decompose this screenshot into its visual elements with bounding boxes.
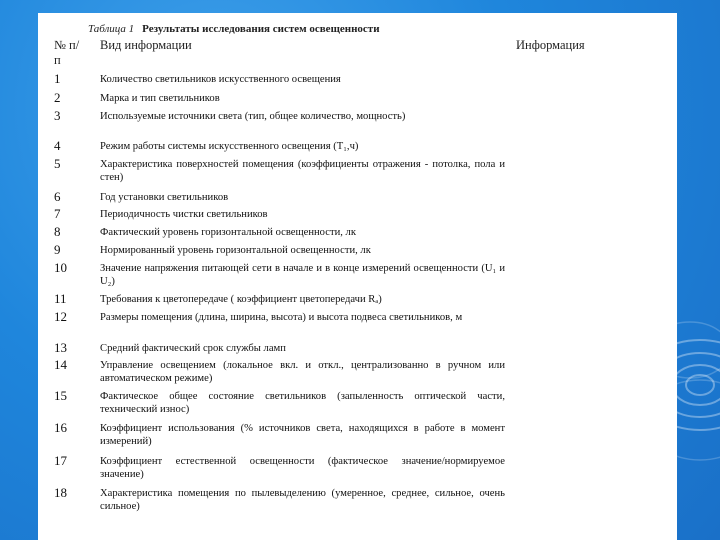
row-text: Нормированный уровень горизонтальной освещенности, лк [100,245,371,256]
row-number: 8 [54,224,61,239]
row-number: 3 [54,108,61,123]
row-number: 1 [54,71,61,86]
row-number: 5 [54,156,61,171]
row-text: Размеры помещения (длина, ширина, высота) и высота подвеса светильников, м [100,312,463,323]
row-text: Периодичность чистки светильников [100,209,268,220]
row-number: 14 [54,357,67,372]
column-header-info-type: Вид информации [100,38,192,52]
row-number: 13 [54,340,67,355]
row-number: 9 [54,242,61,257]
row-number: 15 [54,388,67,403]
row-text: Фактическое общее состояние светильников (запыленность оптической части, технический износ) [100,391,505,415]
row-number: 12 [54,309,67,324]
row-text: Средний фактический срок службы ламп [100,343,286,354]
row-number: 10 [54,260,67,275]
row-number: 2 [54,90,61,105]
column-header-info: Информация [516,38,585,52]
row-text: Коэффициент использования (% источников света, находящихся в работе в момент измерений) [100,423,505,447]
row-number: 18 [54,485,67,500]
row-number: 17 [54,453,67,468]
document-page [38,13,677,540]
row-text: Характеристика поверхностей помещения (коэффициенты отражения - потолка, пола и стен) [100,159,505,183]
caption-title: Результаты исследования систем освещенности [142,23,380,35]
row-number: 16 [54,420,67,435]
row-text: Режим работы системы искусственного освещения (Т₁,ч) [100,141,359,152]
column-header-number: № п/п [54,38,80,67]
row-text: Используемые источники света (тип, общее количество, мощность) [100,111,406,122]
row-number: 4 [54,138,61,153]
row-text: Характеристика помещения по пылевыделению (умеренное, среднее, сильное, очень сильное) [100,488,505,512]
row-text: Управление освещением (локальное вкл. и откл., централизованно в ручном или автоматическом режиме) [100,360,505,384]
row-text: Коэффициент естественной освещенности (фактическое значение/нормируемое значение) [100,456,505,480]
row-text: Значение напряжения питающей сети в начале и в конце измерений освещенности (U₁ и U₂) [100,263,505,287]
row-number: 11 [54,291,67,306]
row-text: Фактический уровень горизонтальной освещенности, лк [100,227,356,238]
row-number: 6 [54,189,61,204]
row-text: Марка и тип светильников [100,93,220,104]
caption-label: Таблица 1 [88,23,135,35]
row-text: Количество светильников искусственного освещения [100,74,341,85]
table-caption [88,23,588,35]
row-text: Требования к цветопередаче ( коэффициент цветопередачи Rₐ) [100,294,382,305]
row-number: 7 [54,206,61,221]
row-text: Год установки светильников [100,192,229,203]
